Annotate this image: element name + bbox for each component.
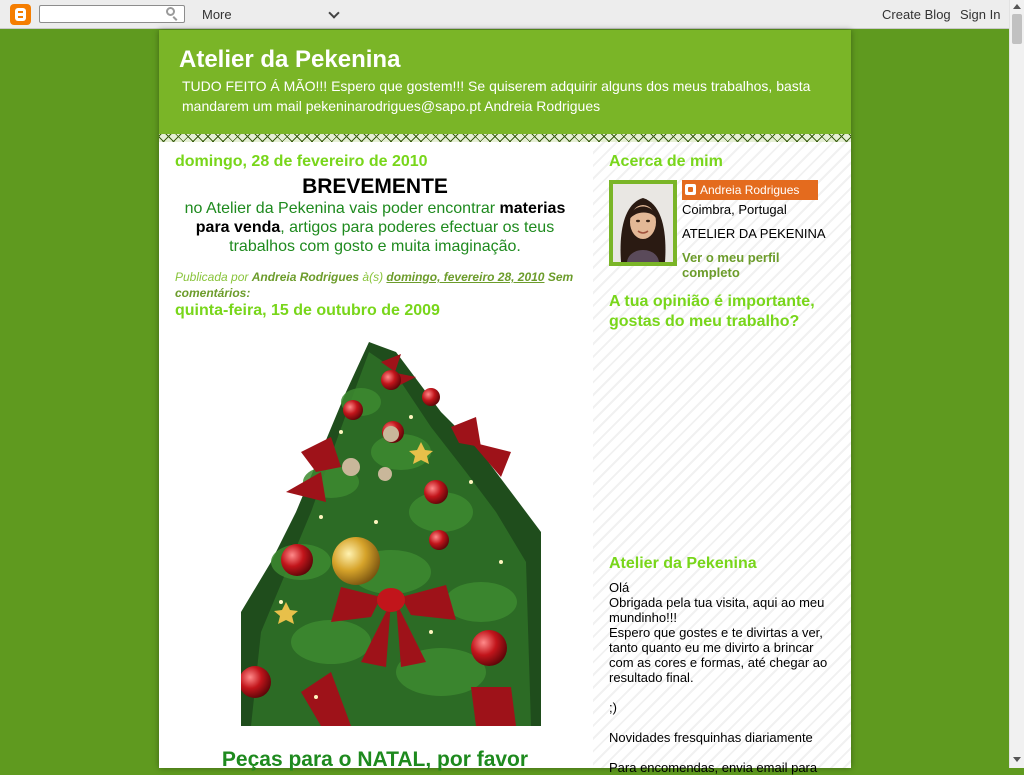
- create-blog-link[interactable]: Create Blog: [882, 7, 951, 22]
- post-title: BREVEMENTE: [302, 175, 448, 198]
- sidebar-content: [609, 152, 839, 775]
- welcome-widget-text: Olá Obrigada pela tua visita, aqui ao meu mundinho!!! Espero que gostes e te divirtas a ver, tanto quanto eu me divirto a brincar com as cores e formas, até chegar ao resultado final. ;) Novidades fresquinhas diariamente Para encomendas, envia email para: [609, 580, 828, 775]
- search-icon[interactable]: [166, 7, 175, 16]
- date-header: quinta-feira, 15 de outubro de 2009: [175, 302, 440, 319]
- chevron-down-icon[interactable]: [328, 7, 339, 18]
- profile-location: Coimbra, Portugal: [682, 202, 787, 217]
- date-header: domingo, 28 de fevereiro de 2010: [175, 153, 428, 170]
- post-footer: [175, 269, 575, 301]
- post-body-bold: materias para venda: [195, 200, 566, 236]
- blog-title[interactable]: Atelier da Pekenina: [179, 46, 401, 73]
- profile-photo[interactable]: [609, 180, 677, 266]
- sidebar: [593, 142, 851, 775]
- scroll-up-arrow-icon[interactable]: [1013, 4, 1021, 9]
- blogger-profile-icon: [685, 184, 696, 195]
- profile-portrait: [613, 184, 673, 262]
- post-body-text: , artigos para poderes efectuar os teus trabalhos com gosto e muita imaginação.: [229, 219, 555, 255]
- more-menu[interactable]: More: [202, 7, 232, 22]
- profile-name: Andreia Rodrigues: [700, 183, 800, 197]
- christmas-tree-illustration: [241, 342, 541, 726]
- main-posts: [175, 152, 575, 771]
- about-me-title: Acerca de mim: [609, 153, 723, 170]
- blog-header: [159, 30, 851, 142]
- blogger-navbar: [0, 0, 1024, 29]
- header-border-decoration: [159, 134, 851, 142]
- post-timestamp-link[interactable]: domingo, fevereiro 28, 2010: [386, 270, 545, 284]
- view-full-profile-link[interactable]: Ver o meu perfil completo: [682, 250, 780, 280]
- page-scrollbar[interactable]: [1009, 0, 1024, 768]
- profile-name-link[interactable]: [682, 180, 818, 200]
- post-body-text: no Atelier da Pekenina vais poder encontrar: [184, 200, 500, 217]
- post-title: Peças para o NATAL, por favor: [221, 748, 529, 771]
- opinion-poll-title: A tua opinião é importante, gostas do meu trabalho?: [609, 293, 815, 330]
- post-footer-label: Publicada por: [175, 270, 252, 284]
- blog-container: [159, 30, 851, 775]
- post-author[interactable]: Andreia Rodrigues: [251, 270, 360, 284]
- welcome-widget-title: Atelier da Pekenina: [609, 555, 757, 572]
- christmas-tree-image[interactable]: [241, 342, 541, 726]
- post-comments-link[interactable]: Sem comentários:: [175, 270, 574, 300]
- post-footer-label: à(s): [359, 270, 387, 284]
- post-body: [175, 199, 575, 256]
- search-input[interactable]: [39, 5, 185, 23]
- blog-description: TUDO FEITO Á MÃO!!! Espero que gostem!!! Se quiserem adquirir alguns dos meus trabalhos, basta mandarem um mail pekeninarodrigues@sapo.pt Andreia Rodrigues: [182, 78, 811, 114]
- scroll-down-arrow-icon[interactable]: [1013, 757, 1021, 762]
- profile-about-text: ATELIER DA PEKENINA: [682, 226, 826, 241]
- sign-in-link[interactable]: Sign In: [960, 7, 1001, 22]
- scrollbar-thumb[interactable]: [1012, 14, 1022, 44]
- blogger-logo-icon[interactable]: [10, 4, 31, 25]
